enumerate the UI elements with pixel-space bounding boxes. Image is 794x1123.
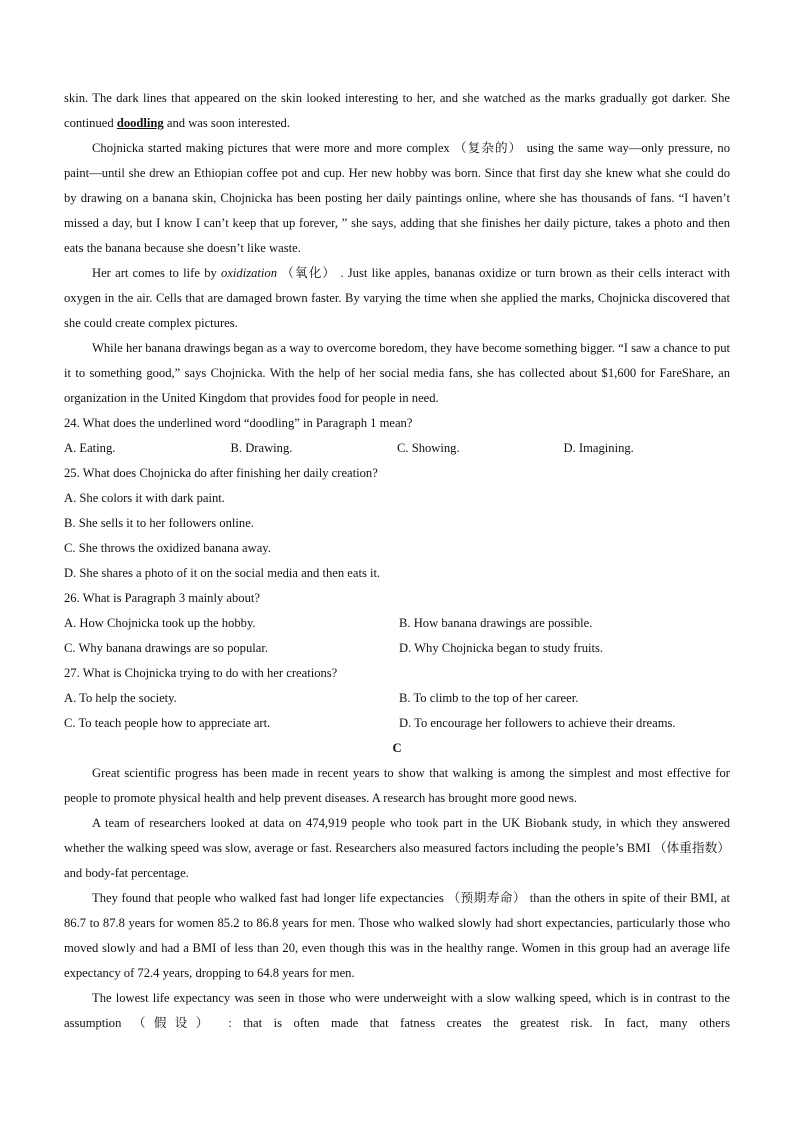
option-d: D. Why Chojnicka began to study fruits. [399, 641, 604, 655]
option-a: A. To help the society. [64, 691, 177, 705]
paragraph-c-1: Great scientific progress has been made in recent years to show that walking is among the simplest and most effective for people to promote physical health and help prevent diseases. A research has brought more good news. [64, 766, 730, 805]
option-d: D. To encourage her followers to achieve their dreams. [399, 716, 676, 730]
question-26-options-row-1 [64, 611, 730, 636]
option-d: D. Imagining. [563, 441, 634, 455]
paragraph-b-2: Her art comes to life by oxidization （氧化） . Just like apples, bananas oxidize or turn brown as their cells interact with oxygen in the air. Cells that are damaged brown faster. By varying the time when she applied the marks, Chojnicka discovered that she could create complex pictures. [64, 266, 730, 330]
option-c: C. She throws the oxidized banana away. [64, 541, 271, 555]
question-24-stem: 24. What does the underlined word “doodling” in Paragraph 1 mean? [64, 416, 413, 430]
option-a: A. How Chojnicka took up the hobby. [64, 616, 256, 630]
question-27-options-row-2 [64, 711, 730, 736]
section-c-heading: C [392, 741, 402, 755]
question-27-options-row-1 [64, 686, 730, 711]
question-25-stem: 25. What does Chojnicka do after finishing her daily creation? [64, 466, 378, 480]
option-b: B. Drawing. [230, 441, 293, 455]
option-c: C. To teach people how to appreciate art. [64, 716, 271, 730]
option-b: B. To climb to the top of her career. [399, 691, 579, 705]
italic-word-oxidization: oxidization [221, 266, 278, 280]
paragraph-c-4: The lowest life expectancy was seen in those who were underweight with a slow walking speed, which is in contrast to the assumption （假设） : that is often made that fatness creates the greatest risk. In fact, many others [64, 991, 730, 1030]
question-24-options [64, 436, 730, 461]
underlined-word-doodling: doodling [116, 116, 164, 130]
paragraph-b-3: While her banana drawings began as a way to overcome boredom, they have become something bigger. “I saw a chance to put it to something good,” says Chojnicka. With the help of her social media fans, she has collected about $1,600 for FareShare, an organization in the United Kingdom that provides food for people in need. [64, 341, 730, 405]
option-c: C. Showing. [397, 441, 460, 455]
option-d: D. She shares a photo of it on the social media and then eats it. [64, 566, 381, 580]
question-27-stem: 27. What is Chojnicka trying to do with her creations? [64, 666, 338, 680]
option-a: A. Eating. [64, 441, 116, 455]
option-b: B. She sells it to her followers online. [64, 516, 254, 530]
document-page [64, 86, 730, 1036]
question-26-options-row-2 [64, 636, 730, 661]
option-b: B. How banana drawings are possible. [399, 616, 593, 630]
question-26-stem: 26. What is Paragraph 3 mainly about? [64, 591, 260, 605]
paragraph-c-2: A team of researchers looked at data on 474,919 people who took part in the UK Biobank study, in which they answered whether the walking speed was slow, average or fast. Researchers also measured factors including the people’s BMI （体重指数） and body-fat percentage. [64, 816, 730, 880]
option-a: A. She colors it with dark paint. [64, 491, 225, 505]
paragraph-c-3: They found that people who walked fast had longer life expectancies （预期寿命） than the others in spite of their BMI, at 86.7 to 87.8 years for women 85.2 to 86.8 years for men. Those who walked slowly had short expectancies, particularly those who moved slowly and had a BMI of less than 20, even though this was in the healthy range. Women in this group had an average life expectancy of 72.4 years, dropping to 64.8 years for men. [64, 891, 730, 980]
paragraph-b-1: Chojnicka started making pictures that were more and more complex （复杂的） using the same way—only pressure, no paint—until she drew an Ethiopian coffee pot and cup. Her new hobby was born. Since that first day she knew what she could do by drawing on a banana skin, Chojnicka has been posting her daily paintings online, where she has thousands of fans. “I haven’t missed a day, but I know I can’t keep that up forever, ” she says, adding that she finishes her daily picture, takes a photo and then eats the banana because she doesn’t like waste. [64, 141, 730, 255]
option-c: C. Why banana drawings are so popular. [64, 641, 269, 655]
paragraph-b-0: skin. The dark lines that appeared on the skin looked interesting to her, and she watched as the marks gradually got darker. She continued doodling and was soon interested. [64, 91, 730, 130]
